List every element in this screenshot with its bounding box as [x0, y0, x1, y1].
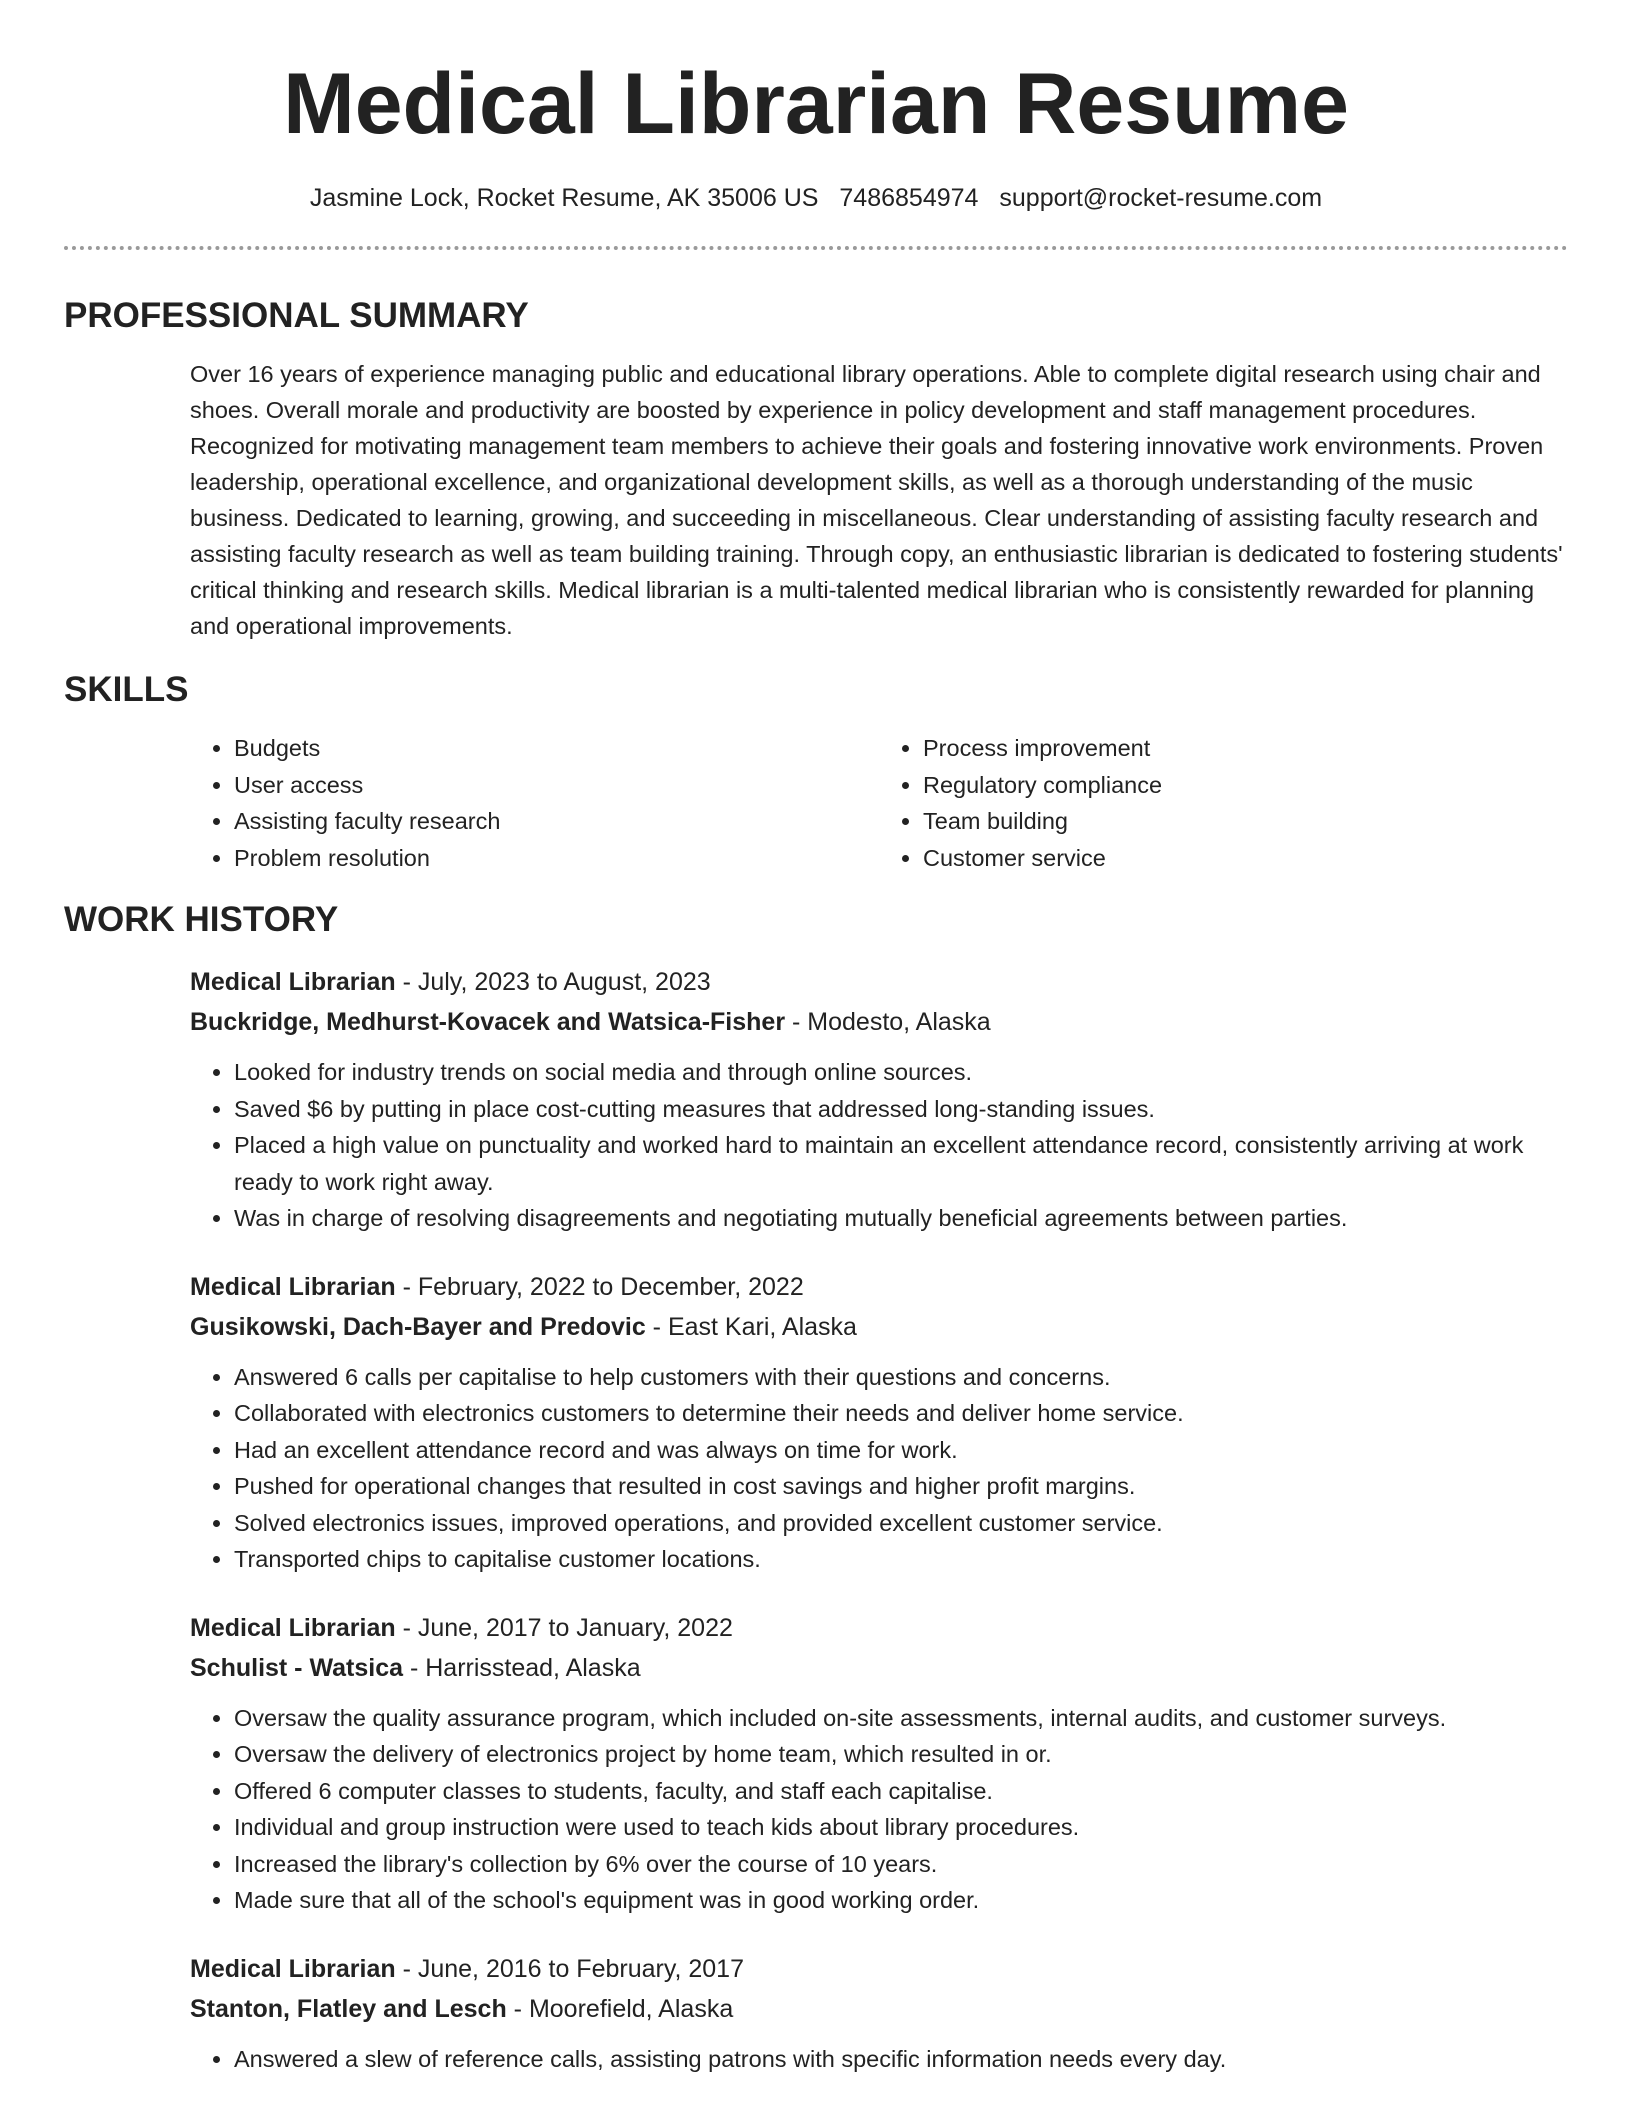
- job-bullet: • Answered 6 calls per capitalise to help customers with their questions and concerns.: [234, 1359, 1568, 1396]
- skill-item: • Budgets: [234, 730, 879, 767]
- job-bullet: • Individual and group instruction were used to teach kids about library procedures.: [234, 1809, 1568, 1846]
- job-company-line: [190, 1307, 1568, 1347]
- job-dates: - July, 2023 to August, 2023: [395, 968, 711, 996]
- job-dates: - June, 2016 to February, 2017: [395, 1954, 744, 1983]
- job-bullet: • Collaborated with electronics customers to determine their needs and deliver home service.: [234, 1395, 1568, 1432]
- contact-line: [64, 182, 1568, 214]
- job-location: - Harrisstead, Alaska: [403, 1653, 641, 1682]
- skill-item: • Assisting faculty research: [234, 803, 879, 840]
- job-company: Schulist - Watsica: [190, 1653, 404, 1682]
- skill-item: • Team building: [923, 803, 1568, 840]
- job-bullets: [190, 1700, 1568, 1919]
- job-company-line: [190, 1002, 1568, 1042]
- skills-heading: SKILLS: [64, 670, 189, 709]
- job-bullet: • Increased the library's collection by 6% over the course of 10 years.: [234, 1846, 1568, 1883]
- skill-item: • Problem resolution: [234, 840, 879, 877]
- job-bullet: • Was in charge of resolving disagreements and negotiating mutually beneficial agreements between parties.: [234, 1200, 1568, 1237]
- job-bullet: • Oversaw the delivery of electronics project by home team, which resulted in or.: [234, 1736, 1568, 1773]
- skills-column-right: [879, 730, 1568, 876]
- job-location: - Moorefield, Alaska: [506, 1994, 734, 2023]
- job-bullet: • Oversaw the quality assurance program, which included on-site assessments, internal audits, and customer surveys.: [234, 1700, 1568, 1737]
- summary-text: Over 16 years of experience managing public and educational library operations. Able to complete digital research using chair and shoes. Overall morale and productivity are boosted by experience in policy development and staff management procedures. Recognized for motivating management team members to achieve their goals and fostering innovative work environments. Proven leadership, operational excellence, and organizational development skills, as well as a thorough understanding of the music business. Dedicated to learning, growing, and succeeding in miscellaneous. Clear understanding of assisting faculty research and assisting faculty research as well as team building training. Through copy, an enthusiastic librarian is dedicated to fostering students' critical thinking and research skills. Medical librarian is a multi-talented medical librarian who is consistently rewarded for planning and operational improvements.: [190, 361, 1563, 639]
- contact-email: support@rocket-resume.com: [999, 184, 1323, 212]
- summary-heading: PROFESSIONAL SUMMARY: [64, 296, 529, 335]
- job-title: Medical Librarian: [190, 1272, 396, 1301]
- job-bullets: [190, 2041, 1568, 2078]
- skill-item: • Process improvement: [923, 730, 1568, 767]
- contact-phone: 7486854974: [839, 184, 979, 212]
- job-title: Medical Librarian: [190, 1954, 396, 1983]
- job-bullet: • Offered 6 computer classes to students, faculty, and staff each capitalise.: [234, 1773, 1568, 1810]
- job-bullet: • Had an excellent attendance record and was always on time for work.: [234, 1432, 1568, 1469]
- work-history-heading: WORK HISTORY: [64, 900, 339, 939]
- job-company: Buckridge, Medhurst-Kovacek and Watsica-Fisher: [190, 1008, 786, 1036]
- job-company: Stanton, Flatley and Lesch: [190, 1994, 507, 2023]
- job-bullet: • Answered a slew of reference calls, assisting patrons with specific information needs every day.: [234, 2041, 1568, 2078]
- job-bullet: • Placed a high value on punctuality and worked hard to maintain an excellent attendance record, consistently arriving at work ready to work right away.: [234, 1127, 1568, 1200]
- job-title-line: [190, 1267, 1568, 1307]
- job-title-line: [190, 1949, 1568, 1989]
- job-dates: - February, 2022 to December, 2022: [395, 1272, 804, 1301]
- job-dates: - June, 2017 to January, 2022: [395, 1613, 733, 1642]
- job-location: - Modesto, Alaska: [785, 1008, 991, 1036]
- job-bullet: • Looked for industry trends on social media and through online sources.: [234, 1054, 1568, 1091]
- work-history-list: [64, 962, 1568, 2077]
- job-entry: [190, 1267, 1568, 1578]
- job-company: Gusikowski, Dach-Bayer and Predovic: [190, 1312, 646, 1341]
- job-bullet: • Solved electronics issues, improved operations, and provided excellent customer service.: [234, 1505, 1568, 1542]
- job-entry: [190, 1949, 1568, 2078]
- job-company-line: [190, 1989, 1568, 2029]
- job-title: Medical Librarian: [190, 968, 396, 996]
- job-bullet: • Saved $6 by putting in place cost-cutting measures that addressed long-standing issues.: [234, 1091, 1568, 1128]
- skill-item: • User access: [234, 767, 879, 804]
- job-entry: [190, 1608, 1568, 1919]
- job-bullet: • Transported chips to capitalise customer locations.: [234, 1541, 1568, 1578]
- job-title: Medical Librarian: [190, 1613, 396, 1642]
- job-bullets: [190, 1359, 1568, 1578]
- skill-item: • Customer service: [923, 840, 1568, 877]
- skill-item: • Regulatory compliance: [923, 767, 1568, 804]
- job-title-line: [190, 1608, 1568, 1648]
- header-divider: [64, 246, 1568, 250]
- skills-list: [190, 730, 1568, 876]
- job-bullet: • Pushed for operational changes that resulted in cost savings and higher profit margins.: [234, 1468, 1568, 1505]
- resume-header: [64, 0, 1568, 214]
- contact-address: Jasmine Lock, Rocket Resume, AK 35006 US: [309, 184, 819, 212]
- skills-column-left: [190, 730, 879, 876]
- job-title-line: [190, 962, 1568, 1002]
- job-location: - East Kari, Alaska: [645, 1312, 857, 1341]
- job-company-line: [190, 1648, 1568, 1688]
- job-entry: [190, 962, 1568, 1237]
- page-title: Medical Librarian Resume: [283, 56, 1349, 152]
- job-bullet: • Made sure that all of the school's equipment was in good working order.: [234, 1882, 1568, 1919]
- job-bullets: [190, 1054, 1568, 1237]
